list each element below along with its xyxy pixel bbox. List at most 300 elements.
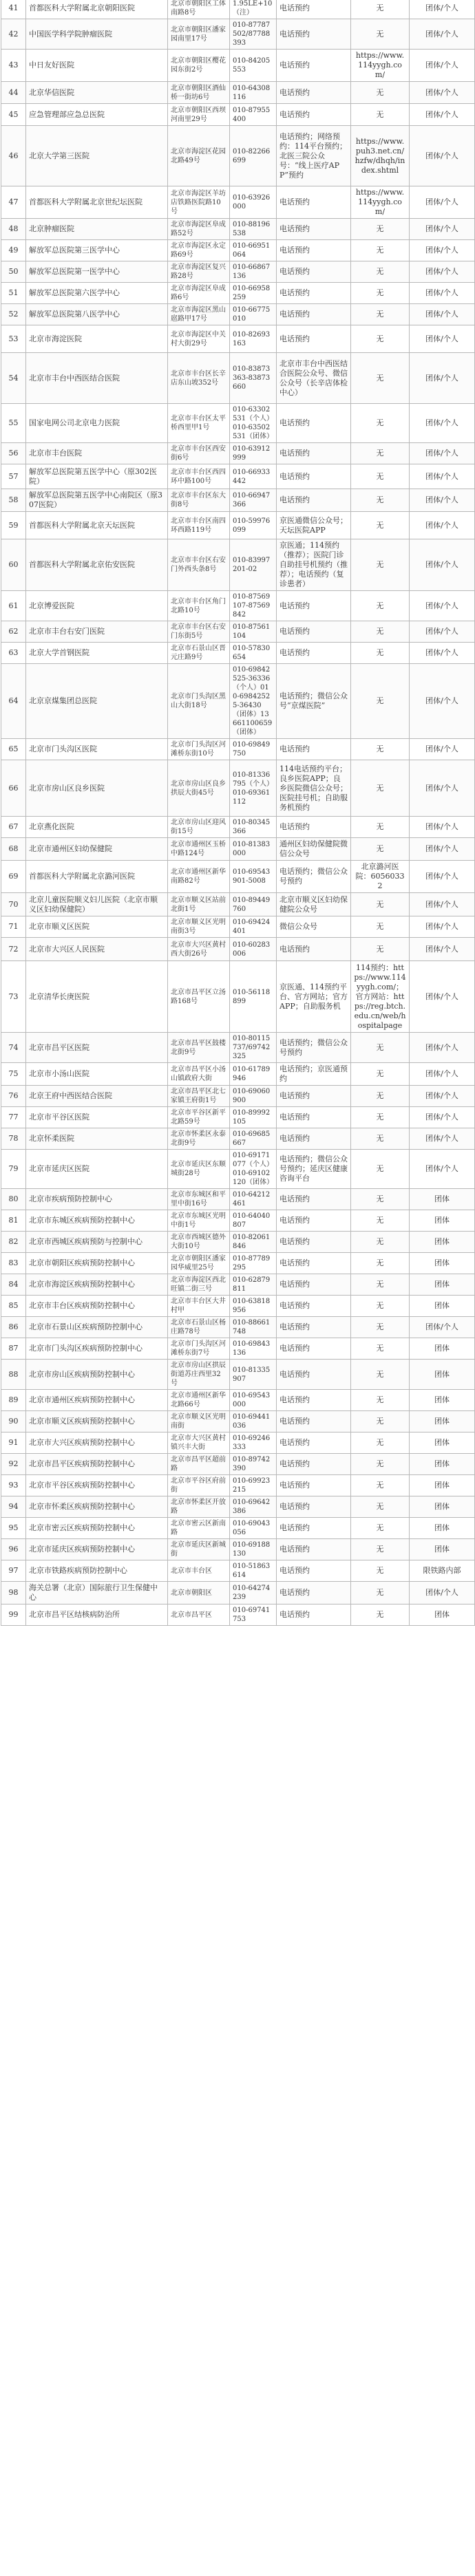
service-type: 团体/个人 — [410, 104, 475, 126]
website: 无 — [351, 539, 410, 591]
phone-number: 010-57830654 — [230, 643, 277, 664]
hospital-name: 解放军总医院第八医学中心 — [26, 304, 168, 325]
row-number: 96 — [1, 1539, 26, 1560]
table-row — [1, 1189, 475, 1210]
phone-number: 010-63912999 — [230, 443, 277, 464]
website: 无 — [351, 325, 410, 353]
website: 无 — [351, 1128, 410, 1150]
table-row — [1, 1518, 475, 1539]
table-row — [1, 1432, 475, 1454]
table-row — [1, 1390, 475, 1411]
table-row — [1, 325, 475, 353]
website: 无 — [351, 1411, 410, 1432]
service-type: 团体/个人 — [410, 838, 475, 861]
hospital-address: 北京市大兴区黄村镇兴丰大街 — [168, 1432, 230, 1454]
phone-number: 010-63818956 — [230, 1296, 277, 1317]
website: 无 — [351, 1604, 410, 1626]
hospital-name: 解放军总医院第五医学中心（原302医院） — [26, 464, 168, 489]
phone-number: 010-56118899 — [230, 961, 277, 1033]
hospital-name: 北京市大兴区人民医院 — [26, 938, 168, 961]
hospital-address: 北京市丰台区太平桥西里甲1号 — [168, 404, 230, 443]
website: 无 — [351, 1150, 410, 1189]
phone-number: 010-81383000 — [230, 838, 277, 861]
hospital-name: 北京京煤集团总医院 — [26, 664, 168, 739]
booking-method: 电话预约 — [277, 325, 351, 353]
hospital-address: 北京市房山区拱辰街道苏庄西里32号 — [168, 1360, 230, 1390]
hospital-address: 北京市丰台区东大街8号 — [168, 489, 230, 512]
website: 无 — [351, 664, 410, 739]
row-number: 42 — [1, 19, 26, 50]
service-type: 团体/个人 — [410, 1107, 475, 1128]
service-type: 团体/个人 — [410, 591, 475, 621]
table-row — [1, 1086, 475, 1107]
row-number: 85 — [1, 1296, 26, 1317]
booking-method: 电话预约 — [277, 1454, 351, 1475]
phone-number: 010-69188130 — [230, 1539, 277, 1560]
website: 无 — [351, 0, 410, 19]
booking-method: 电话预约 — [277, 591, 351, 621]
row-number: 73 — [1, 961, 26, 1033]
row-number: 70 — [1, 893, 26, 916]
table-row — [1, 1604, 475, 1626]
row-number: 43 — [1, 50, 26, 82]
row-number: 57 — [1, 464, 26, 489]
hospital-name: 北京市平谷区医院 — [26, 1107, 168, 1128]
table-row — [1, 1253, 475, 1274]
booking-method: 电话预约 — [277, 1338, 351, 1360]
hospital-name: 北京市丰台区疾病预防控制中心 — [26, 1296, 168, 1317]
table-row — [1, 261, 475, 283]
booking-method: 电话预约 — [277, 1296, 351, 1317]
hospital-name: 北京市石景山区疾病预防控制中心 — [26, 1317, 168, 1338]
row-number: 87 — [1, 1338, 26, 1360]
phone-number: 010-69543000 — [230, 1390, 277, 1411]
row-number: 53 — [1, 325, 26, 353]
service-type: 团体 — [410, 1390, 475, 1411]
hospital-name: 北京市昌平区疾病预防控制中心 — [26, 1454, 168, 1475]
website: 无 — [351, 1296, 410, 1317]
booking-method: 电话预约 — [277, 1582, 351, 1604]
row-number: 84 — [1, 1274, 26, 1296]
phone-number: 010-64308116 — [230, 82, 277, 104]
phone-number: 1.95LE+10（注） — [230, 0, 277, 19]
table-row — [1, 353, 475, 404]
booking-method: 京医通、114预约平台、官方网站；官方APP；自助服务机 — [277, 961, 351, 1033]
table-row — [1, 1496, 475, 1518]
table-row — [1, 1033, 475, 1063]
website: 无 — [351, 304, 410, 325]
website: 无 — [351, 19, 410, 50]
service-type: 团体/个人 — [410, 325, 475, 353]
hospital-name: 北京市延庆区医院 — [26, 1150, 168, 1189]
hospital-address: 北京市朝阳区潘家园南里17号 — [168, 19, 230, 50]
phone-number: 010-64212461 — [230, 1189, 277, 1210]
website: 无 — [351, 1317, 410, 1338]
row-number: 55 — [1, 404, 26, 443]
table-row — [1, 50, 475, 82]
booking-method: 电话预约 — [277, 938, 351, 961]
phone-number: 010-69849750 — [230, 739, 277, 760]
website: 无 — [351, 1475, 410, 1496]
hospital-name: 中日友好医院 — [26, 50, 168, 82]
booking-method: 114电话预约平台；良乡医院APP；良乡医院微信公众号；医院挂号机；自助服务机预约 — [277, 760, 351, 817]
service-type: 团体 — [410, 1411, 475, 1432]
hospital-name: 中国医学科学院肿瘤医院 — [26, 19, 168, 50]
table-row — [1, 893, 475, 916]
row-number: 48 — [1, 219, 26, 240]
service-type: 团体/个人 — [410, 489, 475, 512]
hospital-address: 北京市海淀区阜成路52号 — [168, 219, 230, 240]
service-type: 团体/个人 — [410, 539, 475, 591]
website: 无 — [351, 1232, 410, 1253]
booking-method: 电话预约 — [277, 1086, 351, 1107]
website: 114预约：https://www.114yygh.com/；官方网站：https://reg.btch.edu.cn/web/hospitalpage — [351, 961, 410, 1033]
booking-method: 电话预约 — [277, 817, 351, 838]
phone-number: 010-69642386 — [230, 1496, 277, 1518]
booking-method: 电话预约 — [277, 621, 351, 643]
service-type: 团体/个人 — [410, 916, 475, 938]
booking-method: 电话预约 — [277, 283, 351, 304]
website: 无 — [351, 739, 410, 760]
row-number: 90 — [1, 1411, 26, 1432]
website: 无 — [351, 1107, 410, 1128]
hospital-name: 北京市西城区疾病预防与控制中心 — [26, 1232, 168, 1253]
phone-number: 010-69923215 — [230, 1475, 277, 1496]
service-type: 团体/个人 — [410, 0, 475, 19]
website: 无 — [351, 1086, 410, 1107]
row-number: 83 — [1, 1253, 26, 1274]
hospital-address: 北京市丰台区右安门东街5号 — [168, 621, 230, 643]
hospital-name: 北京市怀柔区疾病预防控制中心 — [26, 1496, 168, 1518]
booking-method: 电话预约 — [277, 1432, 351, 1454]
website: 无 — [351, 219, 410, 240]
row-number: 92 — [1, 1454, 26, 1475]
phone-number: 010-66867136 — [230, 261, 277, 283]
booking-method: 电话预约 — [277, 1604, 351, 1626]
phone-number: 010-61789946 — [230, 1063, 277, 1086]
hospital-address: 北京市海淀区阜成路6号 — [168, 283, 230, 304]
hospital-address: 北京市门头沟区河滩桥东街10号 — [168, 739, 230, 760]
hospital-address: 北京市朝阳区潘家园华威里25号 — [168, 1253, 230, 1274]
table-row — [1, 464, 475, 489]
booking-method: 北京市丰台中西医结合医院公众号、微信公众号（长辛店体检中心） — [277, 353, 351, 404]
phone-number: 010-69685667 — [230, 1128, 277, 1150]
hospital-name: 解放军总医院第三医学中心 — [26, 240, 168, 261]
service-type: 团体/个人 — [410, 353, 475, 404]
service-type: 团体 — [410, 1274, 475, 1296]
table-row — [1, 1150, 475, 1189]
hospital-address: 北京市门头沟区黑山大街18号 — [168, 664, 230, 739]
table-row — [1, 304, 475, 325]
booking-method: 电话预约 — [277, 186, 351, 219]
service-type: 团体 — [410, 1432, 475, 1454]
hospital-address: 北京市通州区新华南路82号 — [168, 861, 230, 893]
service-type: 团体/个人 — [410, 739, 475, 760]
website: 无 — [351, 916, 410, 938]
hospital-address: 北京市丰台区右安门外西头条8号 — [168, 539, 230, 591]
service-type: 团体/个人 — [410, 261, 475, 283]
table-row — [1, 126, 475, 186]
row-number: 50 — [1, 261, 26, 283]
booking-method: 电话预约 — [277, 1518, 351, 1539]
table-row — [1, 1274, 475, 1296]
service-type: 团体/个人 — [410, 1086, 475, 1107]
booking-method: 电话预约 — [277, 261, 351, 283]
service-type: 团体/个人 — [410, 464, 475, 489]
row-number: 67 — [1, 817, 26, 838]
table-row — [1, 0, 475, 19]
booking-method: 电话预约 — [277, 464, 351, 489]
booking-method: 电话预约；网络预约：114平台预约；北医三院公众号：“线上医疗APP”预约 — [277, 126, 351, 186]
table-row — [1, 861, 475, 893]
website: 无 — [351, 838, 410, 861]
phone-number: 010-84205553 — [230, 50, 277, 82]
booking-method: 电话预约 — [277, 1411, 351, 1432]
row-number: 94 — [1, 1496, 26, 1518]
phone-number: 010-82266699 — [230, 126, 277, 186]
table-row — [1, 1107, 475, 1128]
phone-number: 010-87569107-87569842 — [230, 591, 277, 621]
website: 无 — [351, 1033, 410, 1063]
phone-number: 010-89449760 — [230, 893, 277, 916]
website: 无 — [351, 353, 410, 404]
table-row — [1, 817, 475, 838]
table-row — [1, 643, 475, 664]
row-number: 62 — [1, 621, 26, 643]
row-number: 68 — [1, 838, 26, 861]
row-number: 88 — [1, 1360, 26, 1390]
website: 北京潞河医院：60560332 — [351, 861, 410, 893]
service-type: 团体/个人 — [410, 443, 475, 464]
service-type: 团体/个人 — [410, 304, 475, 325]
row-number: 58 — [1, 489, 26, 512]
hospital-name: 北京市小汤山医院 — [26, 1063, 168, 1086]
booking-method: 电话预约 — [277, 643, 351, 664]
row-number: 63 — [1, 643, 26, 664]
website: 无 — [351, 1360, 410, 1390]
hospital-address: 北京市海淀区永定路69号 — [168, 240, 230, 261]
phone-number: 010-82693163 — [230, 325, 277, 353]
website: 无 — [351, 817, 410, 838]
booking-method: 通州区妇幼保健院微信公众号 — [277, 838, 351, 861]
website: 无 — [351, 489, 410, 512]
hospital-address: 北京市平谷区府前街 — [168, 1475, 230, 1496]
phone-number: 010-66947366 — [230, 489, 277, 512]
service-type: 团体 — [410, 1604, 475, 1626]
hospital-name: 首都医科大学附属北京朝阳医院 — [26, 0, 168, 19]
hospital-address: 北京市昌平区立汤路168号 — [168, 961, 230, 1033]
phone-number: 010-69843136 — [230, 1338, 277, 1360]
hospital-name: 首都医科大学附属北京天坛医院 — [26, 512, 168, 539]
booking-method: 电话预约 — [277, 1274, 351, 1296]
hospital-address: 北京市东城区光明中街1号 — [168, 1210, 230, 1232]
row-number: 89 — [1, 1390, 26, 1411]
booking-method: 电话预约；微信公众号“京煤医院” — [277, 664, 351, 739]
booking-method: 电话预约 — [277, 1189, 351, 1210]
booking-method: 电话预约 — [277, 1107, 351, 1128]
phone-number: 010-66958259 — [230, 283, 277, 304]
phone-number: 010-66933442 — [230, 464, 277, 489]
service-type: 团体 — [410, 1518, 475, 1539]
table-row — [1, 621, 475, 643]
website: 无 — [351, 1560, 410, 1582]
hospital-name: 应急管理部应急总医院 — [26, 104, 168, 126]
table-row — [1, 760, 475, 817]
hospital-name: 北京市密云区疾病预防控制中心 — [26, 1518, 168, 1539]
hospital-address: 北京市丰台区西四环中路100号 — [168, 464, 230, 489]
booking-method: 电话预约 — [277, 739, 351, 760]
phone-number: 010-60283006 — [230, 938, 277, 961]
hospital-address: 北京市丰台区长辛店东山坡352号 — [168, 353, 230, 404]
phone-number: 010-81335907 — [230, 1360, 277, 1390]
row-number: 44 — [1, 82, 26, 104]
website: 无 — [351, 464, 410, 489]
service-type: 团体 — [410, 1210, 475, 1232]
row-number: 95 — [1, 1518, 26, 1539]
hospital-address: 北京市昌平区 — [168, 1604, 230, 1626]
website: 无 — [351, 893, 410, 916]
service-type: 团体/个人 — [410, 1317, 475, 1338]
phone-number: 010-69246333 — [230, 1432, 277, 1454]
phone-number: 010-81336795（个人）010-69361112 — [230, 760, 277, 817]
hospital-address: 北京市顺义区站前北街1号 — [168, 893, 230, 916]
hospital-address: 北京市海淀区中关村大街29号 — [168, 325, 230, 353]
row-number: 51 — [1, 283, 26, 304]
row-number: 82 — [1, 1232, 26, 1253]
service-type: 团体 — [410, 1496, 475, 1518]
row-number: 56 — [1, 443, 26, 464]
row-number: 52 — [1, 304, 26, 325]
hospital-name: 北京市丰台右安门医院 — [26, 621, 168, 643]
service-type: 团体/个人 — [410, 643, 475, 664]
service-type: 团体/个人 — [410, 1063, 475, 1086]
booking-method: 电话预约 — [277, 1210, 351, 1232]
booking-method: 电话预约；微信公众号预约 — [277, 1033, 351, 1063]
phone-number: 010-63302531（个人）010-63502531（团体） — [230, 404, 277, 443]
hospital-name: 北京市房山区良乡医院 — [26, 760, 168, 817]
hospital-address: 北京市大兴区黄村西大街26号 — [168, 938, 230, 961]
service-type: 团体/个人 — [410, 50, 475, 82]
website: 无 — [351, 404, 410, 443]
website: 无 — [351, 643, 410, 664]
phone-number: 010-69060900 — [230, 1086, 277, 1107]
phone-number: 010-87787502/87788393 — [230, 19, 277, 50]
hospital-name: 北京市通州区疾病预防控制中心 — [26, 1390, 168, 1411]
hospital-name: 北京清华长庚医院 — [26, 961, 168, 1033]
phone-number: 010-89992105 — [230, 1107, 277, 1128]
hospital-address: 北京市朝阳区酒仙桥一街坊6号 — [168, 82, 230, 104]
table-row — [1, 838, 475, 861]
row-number: 41 — [1, 0, 26, 19]
service-type: 团体 — [410, 1539, 475, 1560]
phone-number: 010-88661748 — [230, 1317, 277, 1338]
hospital-address: 北京市西城区德外大街10号 — [168, 1232, 230, 1253]
hospital-address: 北京市朝阳区 — [168, 1582, 230, 1604]
booking-method: 电话预约 — [277, 1560, 351, 1582]
table-row — [1, 1317, 475, 1338]
phone-number: 010-82061846 — [230, 1232, 277, 1253]
service-type: 团体/个人 — [410, 240, 475, 261]
hospital-address: 北京市丰台区 — [168, 1560, 230, 1582]
table-row — [1, 1454, 475, 1475]
booking-method: 电话预约 — [277, 1128, 351, 1150]
table-row — [1, 82, 475, 104]
phone-number: 010-69441036 — [230, 1411, 277, 1432]
table-row — [1, 1411, 475, 1432]
booking-method: 电话预约 — [277, 1475, 351, 1496]
hospital-address: 北京市昌平区鼓楼北街9号 — [168, 1033, 230, 1063]
table-row — [1, 1560, 475, 1582]
booking-method: 电话预约 — [277, 0, 351, 19]
booking-method: 电话预约 — [277, 219, 351, 240]
table-row — [1, 1582, 475, 1604]
hospital-name: 首都医科大学附属北京佑安医院 — [26, 539, 168, 591]
hospital-address: 北京市海淀区复兴路28号 — [168, 261, 230, 283]
phone-number: 010-80345366 — [230, 817, 277, 838]
hospital-name: 北京市昌平区医院 — [26, 1033, 168, 1063]
table-row — [1, 938, 475, 961]
service-type: 团体 — [410, 1296, 475, 1317]
row-number: 97 — [1, 1560, 26, 1582]
service-type: 限铁路内部 — [410, 1560, 475, 1582]
hospital-name: 海关总署（北京）国际旅行卫生保健中心 — [26, 1582, 168, 1604]
table-row — [1, 916, 475, 938]
table-row — [1, 591, 475, 621]
table-row — [1, 186, 475, 219]
phone-number: 010-69741753 — [230, 1604, 277, 1626]
website: 无 — [351, 1432, 410, 1454]
row-number: 76 — [1, 1086, 26, 1107]
table-row — [1, 1539, 475, 1560]
phone-number: 010-87561104 — [230, 621, 277, 643]
phone-number: 010-59976099 — [230, 512, 277, 539]
website: 无 — [351, 1390, 410, 1411]
booking-method: 电话预约 — [277, 1232, 351, 1253]
booking-method: 电话预约 — [277, 1253, 351, 1274]
hospital-address: 北京市怀柔区开放路 — [168, 1496, 230, 1518]
hospital-address: 北京市昌平区超前路 — [168, 1454, 230, 1475]
booking-method: 电话预约 — [277, 443, 351, 464]
table-row — [1, 443, 475, 464]
website: 无 — [351, 591, 410, 621]
table-row — [1, 1232, 475, 1253]
phone-number: 010-69171077（个人）010-69102120（团体） — [230, 1150, 277, 1189]
hospital-address: 北京市朝阳区樱花园东街2号 — [168, 50, 230, 82]
website: 无 — [351, 1253, 410, 1274]
website: 无 — [351, 1454, 410, 1475]
website: 无 — [351, 1338, 410, 1360]
table-row — [1, 1128, 475, 1150]
service-type: 团体/个人 — [410, 760, 475, 817]
hospital-address: 北京市房山区迎风街15号 — [168, 817, 230, 838]
phone-number: 010-69043056 — [230, 1518, 277, 1539]
booking-method: 京医通；114预约（推荐）；医院门诊自助挂号机预约（推荐）；电话预约（复诊患者） — [277, 539, 351, 591]
website: 无 — [351, 512, 410, 539]
hospital-name: 北京大学第三医院 — [26, 126, 168, 186]
hospital-name: 北京怀柔医院 — [26, 1128, 168, 1150]
hospital-address: 北京市平谷区新平北路59号 — [168, 1107, 230, 1128]
row-number: 65 — [1, 739, 26, 760]
service-type: 团体/个人 — [410, 961, 475, 1033]
website: 无 — [351, 1189, 410, 1210]
table-row — [1, 283, 475, 304]
phone-number: 010-80115737/69742325 — [230, 1033, 277, 1063]
hospital-address: 北京市通州区新华北路66号 — [168, 1390, 230, 1411]
row-number: 93 — [1, 1475, 26, 1496]
hospital-address: 北京市门头沟区河滩桥东街7号 — [168, 1338, 230, 1360]
row-number: 61 — [1, 591, 26, 621]
booking-method: 电话预约 — [277, 50, 351, 82]
